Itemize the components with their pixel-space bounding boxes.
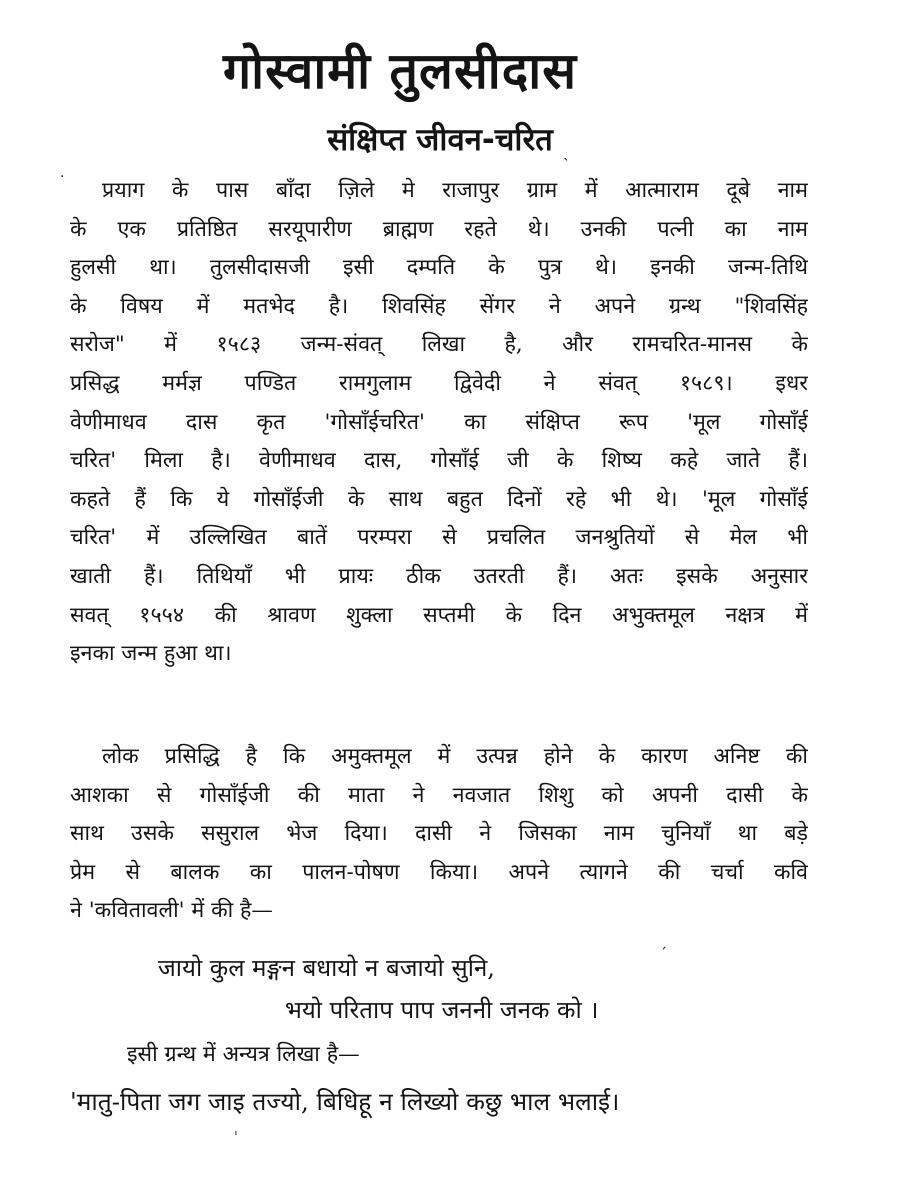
text-line: ने 'कवितावली' में की है— [70, 898, 273, 924]
text-line: आशका से गोसाँईजी की माता ने नवजात शिशु को अपनी दासी के [70, 782, 808, 808]
quote-line: 'मातु-पिता जग जाइ तज्यो, बिधिहू न लिख्यो कछु भाल भलाई। [70, 1087, 620, 1116]
text-line: चरित' मिला है। वेणीमाधव दास, गोसाँई जी के शिष्य कहे जाते हैं। [70, 448, 808, 474]
text-line: चरित' में उल्लिखित बातें परम्परा से प्रचलित जनश्रुतियों से मेल भी [70, 525, 808, 551]
print-mark: ˏ [660, 934, 667, 950]
text-line: के एक प्रतिष्ठित सरयूपारीण ब्राह्मण रहते थे। उनकी पत्नी का नाम [70, 216, 808, 242]
text-line: साथ उसके ससुराल भेज दिया। दासी ने जिसका नाम चुनियाँ था बड़े [70, 821, 808, 847]
print-mark: · [60, 169, 65, 185]
verse-line-2: भयो परिताप पाप जननी जनक को । [285, 996, 599, 1024]
text-line: खाती हैं। तिथियाँ भी प्रायः ठीक उतरती हैं। अतः इसके अनुसार [70, 563, 808, 589]
paragraph-1 [70, 172, 808, 674]
page-subtitle: संक्षिप्त जीवन-चरित [327, 122, 553, 158]
text-line: के विषय में मतभेद है। शिवसिंह सेंगर ने अपने ग्रन्थ "शिवसिंह [70, 293, 808, 319]
text-line: प्रेम से बालक का पालन-पोषण किया। अपने त्यागने की चर्चा कवि [70, 859, 808, 885]
text-line: वेणीमाधव दास कृत 'गोसाँईचरित' का संक्षिप्त रूप 'मूल गोसाँई [70, 409, 808, 435]
print-mark: ˎ [563, 145, 570, 161]
paragraph-2 [70, 738, 808, 931]
print-mark: ˌ [234, 1121, 238, 1137]
text-line: इनका जन्म हुआ था। [70, 641, 232, 667]
text-line: सवत् १५५४ की श्रावण शुक्ला सप्तमी के दिन अभुक्तमूल नक्षत्र में [70, 602, 808, 628]
text-line: कहते हैं कि ये गोसाँईजी के साथ बहुत दिनों रहे भी थे। 'मूल गोसाँई [70, 486, 808, 512]
text-line: लोक प्रसिद्धि है कि अमुक्तमूल में उत्पन्न होने के कारण अनिष्ट की [102, 744, 808, 769]
text-line: हुलसी था। तुलसीदासजी इसी दम्पति के पुत्र थे। इनकी जन्म-तिथि [70, 255, 808, 281]
text-line: प्रयाग के पास बाँदा ज़िले मे राजापुर ग्राम में आत्माराम दूबे नाम [102, 178, 808, 203]
verse-line-1: जायो कुल मङ्गन बधायो न बजायो सुनि, [158, 954, 495, 982]
text-line: सरोज" में १५८३ जन्म-संवत् लिखा है, और रामचरित-मानस के [70, 332, 808, 358]
text-line: प्रसिद्ध मर्मज्ञ पण्डित रामगुलाम द्विवेदी ने संवत् १५८९। इधर [70, 370, 808, 396]
page-title: गोस्वामी तुलसीदास [222, 42, 577, 100]
intro-line: इसी ग्रन्थ में अन्यत्र लिखा है— [127, 1042, 360, 1067]
